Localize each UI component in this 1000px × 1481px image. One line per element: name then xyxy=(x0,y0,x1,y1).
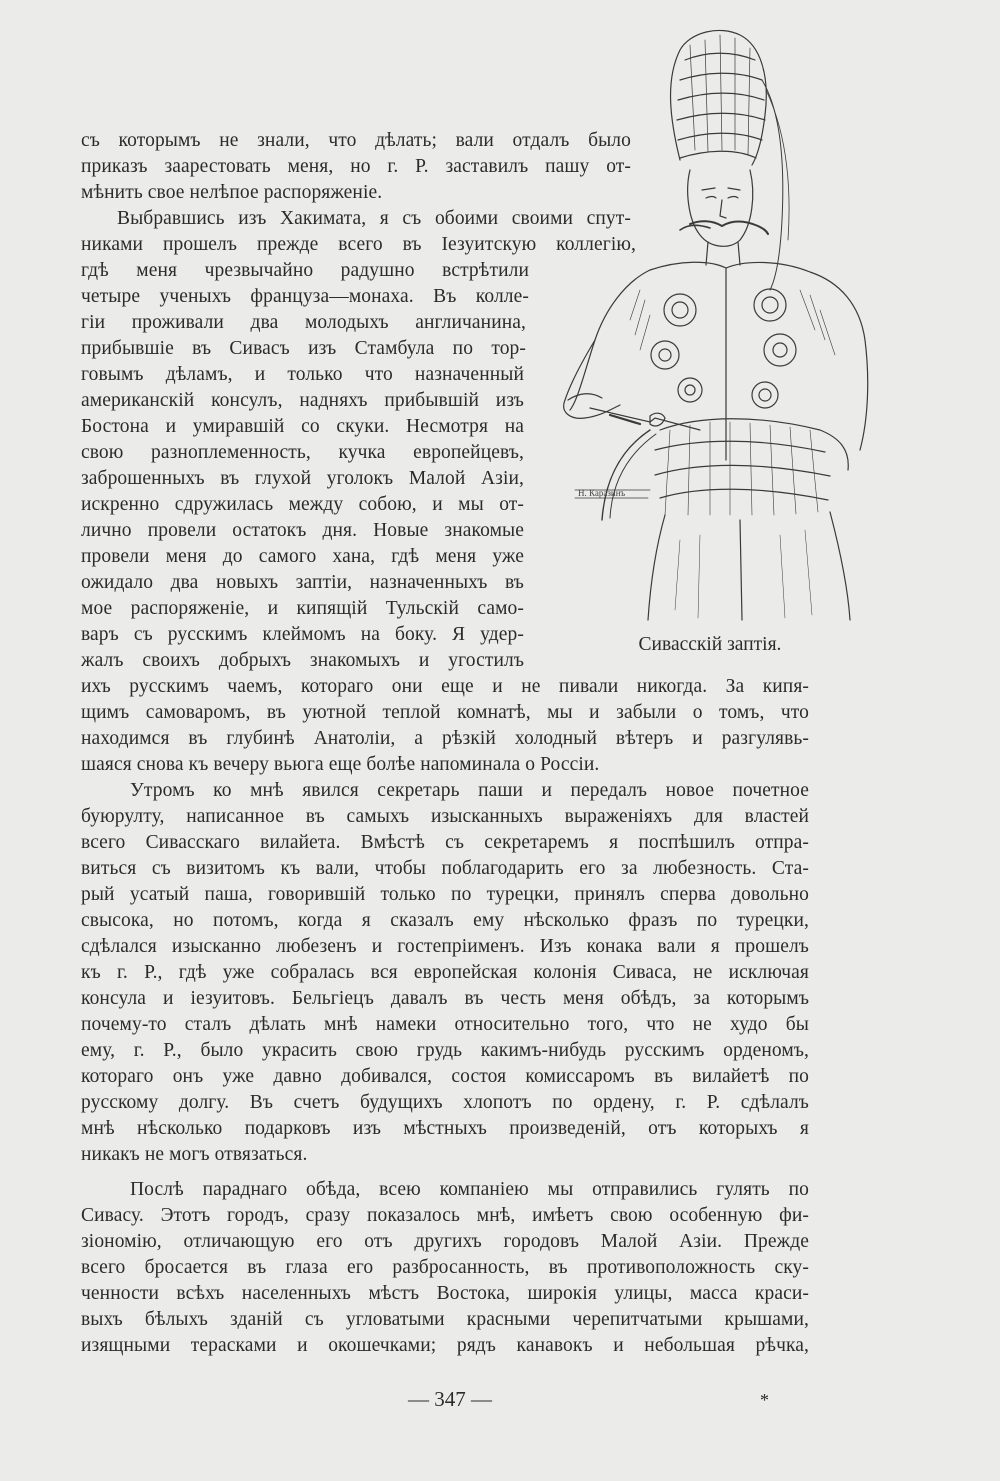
text-line: свысока, но потомъ, когда я сказалъ ему нѣсколько фразъ по турецки, xyxy=(81,910,809,931)
text-line: сдѣлался изысканно любезенъ и гостепріименъ. Изъ конака вали я прошелъ xyxy=(81,936,809,957)
text-line: выхъ бѣлыхъ зданій съ угловатыми красными черепитчатыми крышами, xyxy=(81,1309,809,1330)
text-line: рый усатый паша, говорившій только по турецки, принялъ сперва довольно xyxy=(81,884,809,905)
text-line: жалъ своихъ добрыхъ знакомыхъ и угостилъ xyxy=(81,650,524,671)
text-line: никами прошелъ прежде всего въ Іезуитскую коллегію, xyxy=(81,234,636,255)
text-line: русскому долгу. Въ счетъ будущихъ хлопотъ по ордену, г. Р. сдѣлалъ xyxy=(81,1092,809,1113)
text-line: американскій консулъ, надняхъ прибывшій изъ xyxy=(81,390,524,411)
text-line: прибывшіе въ Сивасъ изъ Стамбула по тор- xyxy=(81,338,526,359)
text-line: изящными терасками и окошечками; рядъ канавокъ и небольшая рѣчка, xyxy=(81,1335,809,1356)
text-line: Выбравшись изъ Хакимата, я съ обоими своими спут- xyxy=(117,208,631,229)
text-line: всего бросается въ глаза его разбросанность, въ противоположность ску- xyxy=(81,1257,809,1278)
text-line: мѣнить свое нелѣпое распоряженіе. xyxy=(81,182,383,203)
text-line: ему, г. Р., было украсить свою грудь какимъ-нибудь русскимъ орденомъ, xyxy=(81,1040,809,1061)
text-line: никакъ не могъ отвязаться. xyxy=(81,1144,308,1165)
page-number: — 347 — xyxy=(408,1387,492,1411)
text-line: Сивасу. Этотъ городъ, сразу показалось мнѣ, имѣетъ свою особенную фи- xyxy=(81,1205,809,1226)
text-line: котораго онъ уже давно добивался, состоя комиссаромъ въ вилайетѣ по xyxy=(81,1066,809,1087)
text-line: ожидало два новыхъ заптіи, назначенныхъ въ xyxy=(81,572,524,593)
text-line: гдѣ меня чрезвычайно радушно встрѣтили xyxy=(81,260,529,281)
text-line: зіономію, отличающую его отъ другихъ городовъ Малой Азіи. Прежде xyxy=(81,1231,809,1252)
text-line: мое распоряженіе, и кипящій Тульскій само- xyxy=(81,598,524,619)
text-line: Бостона и умиравшій со скуки. Несмотря на xyxy=(81,416,524,437)
zaptieh-illustration xyxy=(530,20,970,625)
text-line: мнѣ нѣсколько подарковъ изъ мѣстныхъ произведеній, отъ которыхъ я xyxy=(81,1118,809,1139)
text-line: буюрулту, написанное въ самыхъ изысканныхъ выраженіяхъ для властей xyxy=(81,806,809,827)
text-line: всего Сивасскаго вилайета. Вмѣстѣ съ секретаремъ я поспѣшилъ отпра- xyxy=(81,832,809,853)
text-line: искренно сдружилась между собою, и мы от- xyxy=(81,494,524,515)
text-line: почему-то сталъ дѣлать мнѣ намеки относительно того, что не худо бы xyxy=(81,1014,809,1035)
artist-signature: Н. Каразинъ xyxy=(578,488,626,498)
text-line: къ г. Р., гдѣ уже собралась вся европейская колонія Сиваса, не исключая xyxy=(81,962,809,983)
text-line: Утромъ ко мнѣ явился секретарь паши и передалъ новое почетное xyxy=(130,780,809,801)
text-line: заброшенныхъ въ глухой уголокъ Малой Азіи, xyxy=(81,468,524,489)
text-line: щимъ самоваромъ, въ уютной теплой комнатѣ, мы и забыли о томъ, что xyxy=(81,702,809,723)
text-line: консула и іезуитовъ. Бельгіецъ давалъ въ честь меня обѣдъ, за которымъ xyxy=(81,988,809,1009)
illustration-caption: Сивасскій заптія. xyxy=(638,634,782,655)
text-line: лично провели остатокъ дня. Новые знакомые xyxy=(81,520,524,541)
text-line: ченности всѣхъ населенныхъ мѣстъ Востока, широкія улицы, масса краси- xyxy=(81,1283,809,1304)
text-line: Послѣ параднаго обѣда, всею компаніею мы отправились гулять по xyxy=(130,1179,809,1200)
text-line: четыре ученыхъ француза—монаха. Въ колле- xyxy=(81,286,529,307)
text-line: приказъ заарестовать меня, но г. Р. заставилъ пашу от- xyxy=(81,156,631,177)
text-line: гіи проживали два молодыхъ англичанина, xyxy=(81,312,526,333)
text-line: ихъ русскимъ чаемъ, котораго они еще и не пивали никогда. За кипя- xyxy=(81,676,809,697)
text-line: находимся въ глубинѣ Анатоліи, а рѣзкій холодный вѣтеръ и разгулявь- xyxy=(81,728,809,749)
text-line: говымъ дѣламъ, и только что назначенный xyxy=(81,364,524,385)
text-line: виться съ визитомъ къ вали, чтобы поблагодарить его за любезность. Ста- xyxy=(81,858,809,879)
text-line: съ которымъ не знали, что дѣлать; вали отдалъ было xyxy=(81,130,631,151)
text-line: свою разноплеменность, кучка европейцевъ, xyxy=(81,442,524,463)
text-line: варъ съ русскимъ клеймомъ на боку. Я удер- xyxy=(81,624,524,645)
text-line: шаяся снова къ вечеру вьюга еще болѣе напоминала о Россіи. xyxy=(81,754,600,775)
signature-mark: * xyxy=(760,1390,769,1410)
text-line: провели меня до самого хана, гдѣ меня уже xyxy=(81,546,524,567)
